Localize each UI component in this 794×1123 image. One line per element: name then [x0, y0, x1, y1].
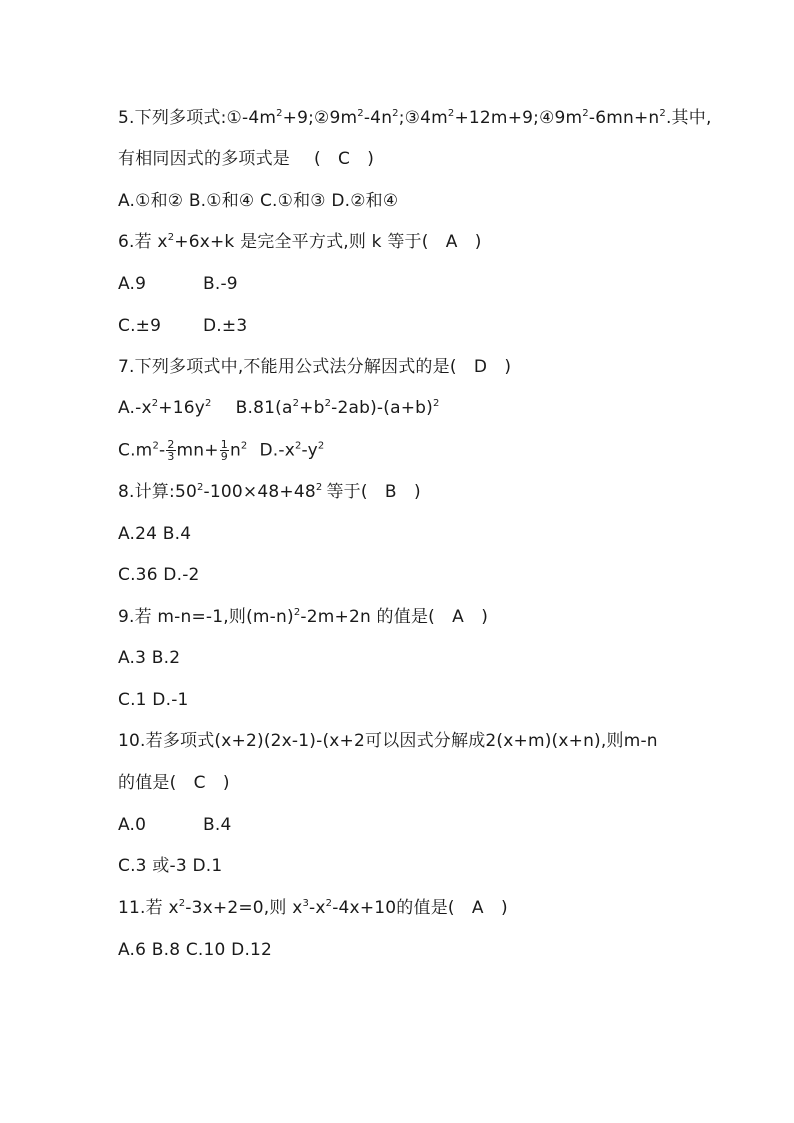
q7-option-c-text: mn+: [176, 440, 219, 461]
superscript: 2: [317, 440, 325, 452]
q5-answer: ( C ): [314, 149, 375, 169]
q6-text-b: +6x+k 是完全平方式,则 k 等于( A ): [174, 232, 482, 252]
fraction-numerator: 1: [220, 438, 228, 451]
q6-option-c: C.±9: [118, 316, 162, 336]
q11-text-b: -3x+2=0,则 x: [185, 898, 303, 918]
superscript: 2: [293, 607, 301, 618]
fraction-numerator: 2: [167, 438, 175, 451]
superscript: 2: [294, 440, 302, 452]
q11-options: [118, 939, 272, 961]
q5-options: [118, 190, 398, 212]
q7-option-d-text: D.-x: [259, 440, 295, 461]
q11-stem: [118, 897, 508, 919]
q7-text: 7.下列多项式中,不能用公式法分解因式的是( D ): [118, 357, 512, 377]
q8-text-c: 等于( B ): [326, 482, 421, 502]
superscript: 2: [167, 232, 175, 243]
superscript: 2: [324, 398, 332, 409]
q9-options-row1: [118, 647, 180, 669]
q10-stem-line2: [118, 772, 230, 794]
q5-text-line2: 有相同因式的多项式是: [118, 149, 290, 169]
q5-options-text: A.①和② B.①和④ C.①和③ D.②和④: [118, 191, 399, 211]
q9-text-b: -2m+2n 的值是( A ): [300, 607, 489, 627]
q8-stem: [118, 481, 421, 503]
q6-options-row2: [118, 315, 247, 337]
q7-option-c-text: -: [159, 440, 166, 461]
q10-options-text: C.3 或-3 D.1: [118, 856, 223, 876]
q7-options-row1: [118, 397, 440, 419]
q11-text-a: 11.若 x: [118, 898, 179, 918]
superscript: 2: [447, 108, 455, 119]
superscript: 2: [325, 898, 333, 909]
q5-text-a: 5.下列多项式:①-4m: [118, 108, 277, 128]
superscript: 2: [240, 440, 248, 452]
q5-text-g: .其中,: [665, 108, 712, 128]
fraction: [220, 439, 229, 462]
q8-text-a: 8.计算:50: [118, 482, 197, 502]
superscript: 2: [152, 440, 159, 452]
q5-text-f: -6mn+n: [588, 108, 660, 128]
q7-option-b-text: +b: [299, 398, 325, 418]
q9-options-row2: [118, 689, 189, 711]
q7-option-b-text: -2ab)-(a+b): [331, 398, 433, 418]
q7-option-d-text: -y: [301, 440, 318, 461]
q11-options-text: A.6 B.8 C.10 D.12: [118, 940, 273, 960]
q6-option-b: B.-9: [203, 274, 238, 294]
fraction-denominator: 9: [220, 450, 228, 463]
q7-option-c-text: n: [229, 440, 241, 461]
q6-stem: [118, 231, 482, 253]
q10-stem-line1: [118, 730, 658, 752]
q5-stem-line1: [118, 107, 712, 129]
superscript: 2: [357, 108, 364, 119]
fraction: [166, 439, 175, 462]
superscript: 2: [196, 482, 204, 493]
q8-options-text: A.24 B.4: [118, 524, 192, 544]
q9-stem: [118, 606, 488, 628]
superscript: 3: [302, 898, 310, 909]
q9-text-a: 9.若 m-n=-1,则(m-n): [118, 607, 294, 627]
fraction-denominator: 3: [167, 450, 175, 463]
q9-options-text: C.1 D.-1: [118, 690, 189, 710]
q7-option-b-text: B.81(a: [235, 398, 293, 418]
q10-options-row1: [118, 814, 231, 836]
q10-option-a: A.0: [118, 815, 147, 835]
superscript: 2: [659, 108, 666, 119]
q7-stem: [118, 356, 511, 378]
q7-option-a-text: +16y: [158, 398, 206, 418]
q6-option-a: A.9: [118, 274, 147, 294]
q7-option-c-text: C.m: [118, 440, 153, 461]
superscript: 2: [582, 108, 589, 119]
q10-text-line2: 的值是( C ): [118, 773, 230, 793]
q6-options-row1: [118, 273, 238, 295]
q7-options-row2: [118, 439, 324, 462]
q8-options-row2: [118, 564, 200, 586]
q5-stem-line2: [118, 148, 374, 170]
q8-options-text: C.36 D.-2: [118, 565, 200, 585]
superscript: 2: [292, 398, 300, 409]
superscript: 2: [151, 398, 159, 409]
q8-text-b: -100×48+48: [203, 482, 316, 502]
q10-text-line1: 10.若多项式(x+2)(2x-1)-(x+2可以因式分解成2(x+m)(x+n),则m-n: [118, 731, 658, 751]
q9-options-text: A.3 B.2: [118, 648, 181, 668]
q11-text-d: -4x+10的值是( A ): [332, 898, 508, 918]
q8-options-row1: [118, 523, 191, 545]
superscript: 2: [276, 108, 283, 119]
q5-text-c: -4n: [363, 108, 393, 128]
superscript: 2: [392, 108, 399, 119]
q10-option-b: B.4: [203, 815, 232, 835]
q6-option-d: D.±3: [203, 316, 248, 336]
superscript: 2: [178, 898, 186, 909]
q11-text-c: -x: [309, 898, 326, 918]
superscript: 2: [205, 398, 212, 409]
q10-options-row2: [118, 855, 222, 877]
q5-text-e: +12m+9;④9m: [454, 108, 583, 128]
superscript: 2: [315, 482, 323, 493]
q5-text-b: +9;②9m: [282, 108, 358, 128]
q6-text-a: 6.若 x: [118, 232, 168, 252]
q5-text-d: ;③4m: [398, 108, 448, 128]
superscript: 2: [432, 398, 440, 409]
q7-option-a-text: A.-x: [118, 398, 152, 418]
